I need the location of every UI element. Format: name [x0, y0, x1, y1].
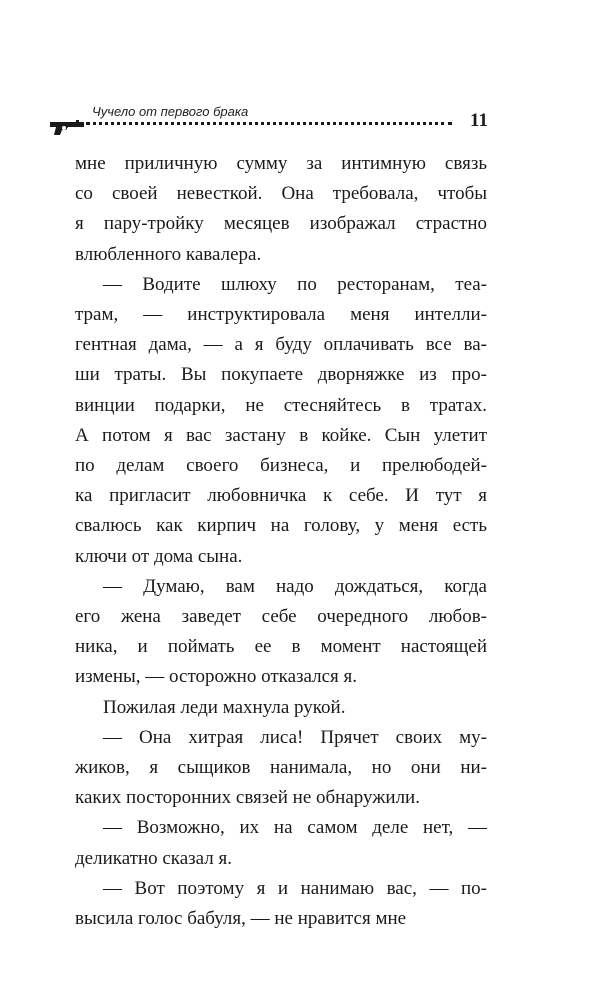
- text-line: влюбленного кавалера.: [75, 243, 262, 265]
- paragraph: [75, 813, 487, 873]
- text-line: свалюсь как кирпич на голову, у меня есть: [75, 515, 487, 537]
- book-title: Чучело от первого брака: [92, 104, 249, 119]
- page-number: 11: [470, 110, 488, 131]
- text-line: ключи от дома сына.: [75, 545, 243, 567]
- text-line: — Она хитрая лиса! Прячет своих му-: [103, 726, 487, 748]
- paragraph: [75, 874, 487, 934]
- text-line: — Водите шлюху по ресторанам, теа-: [103, 273, 487, 295]
- text-line: со своей невесткой. Она требовала, чтобы: [75, 183, 487, 205]
- text-line: деликатно сказал я.: [75, 847, 232, 869]
- text-line: ника, и поймать ее в момент настоящей: [75, 636, 487, 658]
- pistol-icon: [48, 118, 88, 138]
- text-line: — Вот поэтому я и нанимаю вас, — по-: [103, 877, 487, 899]
- text-line: я пару-тройку месяцев изображал страстно: [75, 213, 487, 235]
- text-line: — Думаю, вам надо дождаться, когда: [103, 575, 487, 597]
- paragraph: [75, 270, 487, 572]
- text-line: измены, — осторожно отказался я.: [75, 666, 358, 688]
- text-line: А потом я вас застану в койке. Сын улетит: [75, 424, 487, 446]
- text-line: по делам своего бизнеса, и прелюбодей-: [75, 455, 487, 477]
- text-line: трам, — инструктировала меня интелли-: [75, 304, 487, 326]
- text-line: ши траты. Вы покупаете дворняжке из про-: [75, 364, 487, 386]
- text-line: винции подарки, не стесняйтесь в тратах.: [75, 394, 487, 416]
- paragraph: [75, 693, 487, 723]
- text-line: жиков, я сыщиков нанимала, но они ни-: [75, 757, 487, 779]
- dot-leader: [86, 122, 452, 125]
- text-body: [75, 149, 487, 934]
- text-line: мне приличную сумму за интимную связь: [75, 153, 487, 174]
- paragraph: [75, 149, 487, 270]
- text-line: его жена заведет себе очередного любов-: [75, 606, 487, 628]
- paragraph: [75, 572, 487, 693]
- text-line: высила голос бабуля, — не нравится мне: [75, 908, 407, 930]
- text-line: ка пригласит любовничка к себе. И тут я: [75, 485, 487, 507]
- running-head: [48, 100, 488, 140]
- text-line: — Возможно, их на самом деле нет, —: [103, 817, 487, 839]
- text-line: Пожилая леди махнула рукой.: [103, 696, 346, 718]
- text-line: гентная дама, — а я буду оплачивать все ва-: [75, 334, 487, 356]
- paragraph: [75, 723, 487, 814]
- text-line: каких посторонних связей не обнаружили.: [75, 787, 420, 809]
